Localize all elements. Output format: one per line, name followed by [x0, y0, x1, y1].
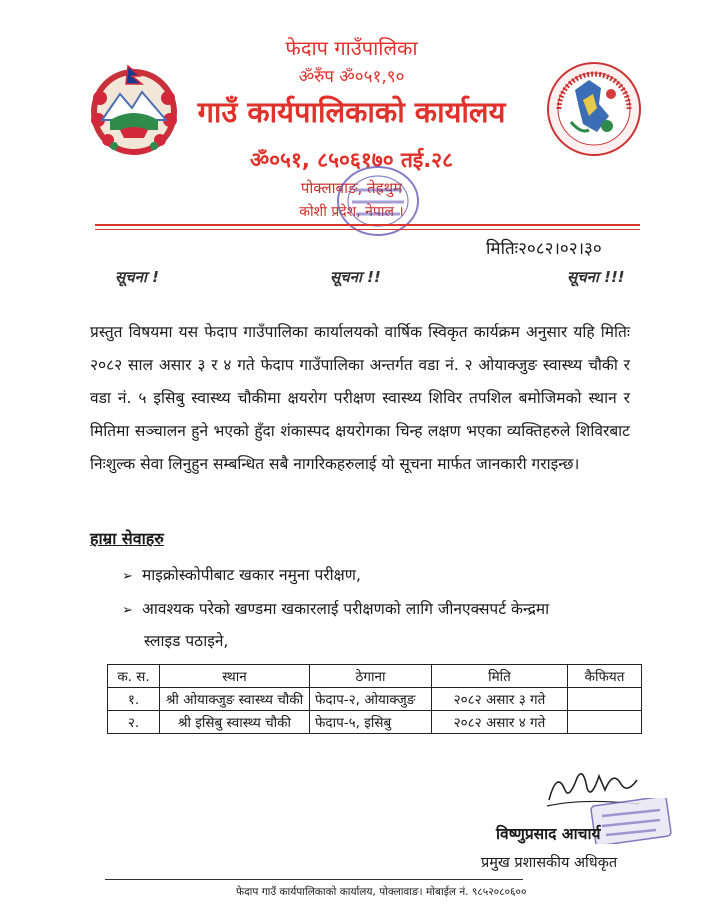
column-header: मिति: [432, 665, 568, 688]
cell-date: २०८२ असार ३ गते: [432, 688, 568, 711]
letter-date: मितिः२०८२।०२।३०: [486, 239, 602, 259]
column-header: क. स.: [108, 665, 160, 688]
notice-body-paragraph: प्रस्तुत विषयमा यस फेदाप गाउँपालिका कार्यालयको वार्षिक स्विकृत कार्यक्रम अनुसार यहि मितिः २०८२ साल असार ३ र ४ गते फेदाप गाउँपालिका अन्तर्गत वडा नं. २ ओयाक्जुङ स्वास्थ्य चौकी र वडा नं. ५ इसिबु स्वास्थ्य चौकीमा क्षयरोग परीक्षण स्वास्थ्य शिविर तपशिल बमोजिमको स्थान र मितिमा सञ्चालन हुने भएको हुँदा शंकास्पद क्षयरोगका चिन्ह लक्षण भएका व्यक्तिहरुले शिविरबाट निःशुल्क सेवा लिनुहुन सम्बन्धित सबै नागरिकहरुलाई यो सूचना मार्फत जानकारी गराइन्छ।: [90, 323, 630, 473]
notice-heading: सूचना !!!: [567, 268, 625, 286]
column-header: स्थान: [160, 665, 310, 688]
rural-municipality-name: फेदाप गाउँपालिका: [285, 36, 418, 60]
address-line-1: पोक्लाबाङ, तेह्रथुम: [300, 179, 403, 197]
cell-serial: २.: [108, 711, 160, 734]
table-row: [108, 711, 642, 734]
service-list-item: [122, 593, 632, 627]
column-header: कैफियत: [568, 665, 642, 688]
camp-schedule-table: [107, 664, 642, 734]
table-row: [108, 688, 642, 711]
arrow-bullet-icon: ➢: [122, 603, 133, 618]
office-name: गाउँ कार्यपालिकाको कार्यालय: [197, 95, 506, 129]
cell-remark: [568, 711, 642, 734]
service-text-continuation: स्लाइड पठाइने,: [144, 632, 229, 650]
officer-rubber-stamp: [590, 798, 672, 844]
notice-heading: सूचना !!: [330, 268, 381, 286]
cell-address: फेदाप-२, ओयाक्जुङ: [310, 688, 432, 711]
cell-place: श्री ओयाक्जुङ स्वास्थ्य चौकी: [160, 688, 310, 711]
phone-line: ॐ०५१, ८५०६१७० तई.२८: [249, 148, 454, 172]
table-header-row: [108, 665, 642, 688]
signatory-title: प्रमुख प्रशासकीय अधिकृत: [481, 855, 618, 871]
address-line-2: कोशी प्रदेश, नेपाल ।: [299, 204, 404, 220]
district-code-line: ॐरुँप ॐ०५१,९०: [298, 67, 405, 87]
service-text: माइक्रोस्कोपीबाट खकार नमुना परीक्षण,: [142, 566, 361, 584]
letterhead-rule-thin: [95, 229, 640, 230]
footer-address: फेदाप गाउँ कार्यपालिकाको कार्यालय, पोक्लावाङ। मोबाईल नं. ९८५२०८०६००: [236, 886, 527, 898]
footer-rule: [105, 879, 523, 880]
service-list-item: [122, 559, 632, 593]
arrow-bullet-icon: ➢: [122, 569, 133, 584]
cell-date: २०८२ असार ४ गते: [432, 711, 568, 734]
service-text: आवश्यक परेको खण्डमा खकारलाई परीक्षणको लागि जीनएक्सपर्ट केन्द्रमा: [142, 600, 550, 618]
signatory-name: विष्णुप्रसाद आचार्य: [496, 825, 601, 843]
cell-address: फेदाप-५, इसिबु: [310, 711, 432, 734]
services-heading: हाम्रा सेवाहरु: [90, 529, 164, 548]
column-header: ठेगाना: [310, 665, 432, 688]
letterhead-rule-thick: [95, 224, 640, 226]
cell-place: श्री इसिबु स्वास्थ्य चौकी: [160, 711, 310, 734]
cell-serial: १.: [108, 688, 160, 711]
cell-remark: [568, 688, 642, 711]
notice-heading: सूचना !: [115, 268, 159, 286]
